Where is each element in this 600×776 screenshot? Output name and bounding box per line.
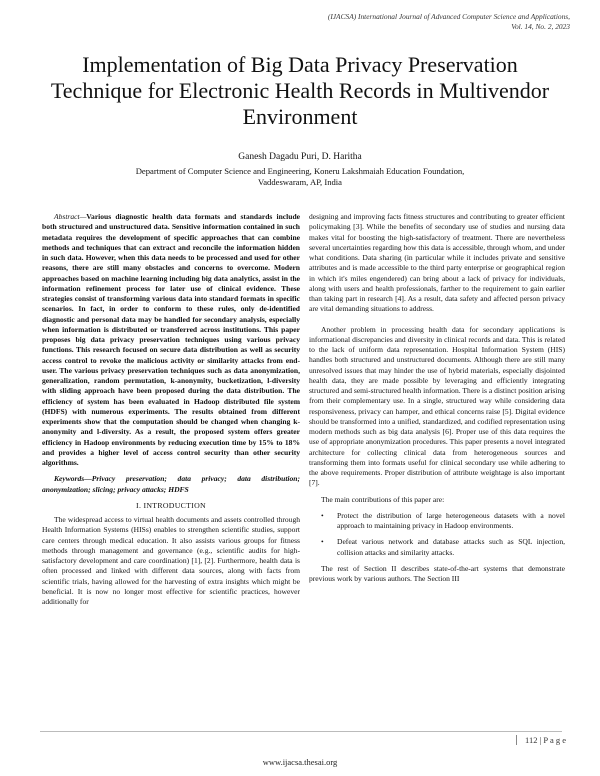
author-list: Ganesh Dagadu Puri, D. Haritha [238,152,362,162]
abstract [42,212,300,468]
footer-url[interactable]: www.ijacsa.thesai.org [262,757,338,767]
journal-volume: Vol. 14, No. 2, 2023 [511,22,570,31]
journal-name: (IJACSA) International Journal of Advanced Computer Science and Applications, [327,12,570,21]
abstract-lead: Abstract— [54,212,87,221]
paper-title: Implementation of Big Data Privacy Preservation Technique for Electronic Health Records in Multivendor Environment [50,52,550,129]
left-column [42,212,300,607]
keywords: Keywords—Privacy preservation; data privacy; data distribution; anonymization; slicing; privacy attacks; HDFS [42,474,300,494]
section-heading-introduction: I. INTRODUCTION [136,500,206,510]
abstract-text: Various diagnostic health data formats and standards include both structured and unstructured data. Sensitive information contained in such metadata requires the development of specific approaches that can combine methods and techniques that can extract and reconcile the information hidden in such data. However, when this data needs to be processed and used for other reasons, there are still many obstacles and concerns to overcome. Modern approaches based on machine learning including big data analytics, assist in the information refinement process for later use of clinical evidence. These strategies consist of transforming various data into standard formats in specific scenarios. In fact, in order to conform to these rules, only de-identified diagnostic and personal data may be handled for secondary analysis, especially when information is distributed or transferred across institutions. This paper proposes big data privacy preservation techniques using various privacy functions. This research focused on secure data distribution as well as security access control to revoke the malicious activity or similarity attacks from end-user. The various privacy preservation techniques such as data anonymization, generalization, random permutation, k-anonymity, bucketization, l-diversity with sliding approach have been proposed during the data distribution. The efficiency of system has been evaluated in Hadoop distributed file system (HDFS) with numerous experiments. The results obtained from different experiments show that the computation should be changed when changing k-anonymity and l-diversity. As a result, the proposed system offers greater efficiency in Hadoop environments by reducing execution time by 15% to 18% and provides a higher level of access control security than other security algorithms. [42,212,300,467]
contributions-list [309,511,565,558]
list-item [309,537,565,558]
page-number: 112 | P a g e [516,735,566,745]
body-paragraph-2: Another problem in processing health data for secondary applications is informational discrepancies and diversity in clinical records and data. This is related to the lack of uniform data representation. Hospital Information System (HIS) handles both structured and unstructured documents. Although there are still many unresolved issues that may hinder the use of hybrid materials, especially disjointed health data, they are made possible by leveraging and efficiently integrating structured and semi-structured health information. There is a distinct position arising from their complementary use. In a single, structured way while considering data responsiveness, privacy can hamper, and ethical concerns raise [5]. Digital evidence should be transformed into a unified, standardized, and codified representation using modern methods such as big data analysis [6]. Proper use of this data requires the use of appropriate anonymization procedures. This paper presents a novel integrated architecture for collecting clinical data from heterogeneous sources and transforming them into formats useful for clinical secondary use while adhering to the above requirements. Proper distribution of attribute weightage is also important [7]. [309,324,565,488]
list-item-text: Protect the distribution of large heterogeneous datasets with a novel approach to maintaining privacy in Hadoop environments. [337,510,565,530]
affiliation [40,166,560,188]
contributions-intro: The main contributions of this paper are: [321,494,445,504]
bullet-icon: • [321,510,324,520]
right-column [309,212,565,584]
affiliation-line-2: Vaddeswaram, AP, India [257,177,342,187]
intro-paragraph: The widespread access to virtual health documents and assets controlled through Health Information Systems (HISs) enables to strengthen scientific studies, support care centers through medical education. It also assists various groups for fitness methods through management and governance (e.g., scientific audits for high-satisfactory development and care coordination) [1], [2]. Furthermore, health data is often processed and linked with different data sources, along with facts from scientific trials, having allowed for the harvesting of extra insights which might be beneficial. It is now no longer most effective for scientific practices, however additionally for [42,515,300,606]
list-item-text: Defeat various network and database attacks such as SQL injection, collision attacks and similarity attacks. [337,537,565,557]
body-paragraph-3: The rest of Section II describes state-of-the-art systems that demonstrate previous work by various authors. The Section III [309,563,565,583]
body-paragraph-1: designing and improving facts fitness structures and contributing to greater efficient policymaking [3]. While the benefits of secondary use of studies and nursing data makes vital for boosting the high-satisfactory of treatment. There are nevertheless several uncertainties regarding how this data is accessible, through whom, and under what conditions. Data sharing (in particular while it includes private and sensitive attributes and is made accessible to the third party enterprise or geographical region in which it's miles engendered) can bring about a lack of privacy for individuals, along with users and health professionals, farther to the requirement to gain earlier than taking part in research [4]. As a result, data safety and affected person privacy are vital demanding situations to address. [309,212,565,314]
footer-divider [40,731,562,732]
affiliation-line-1: Department of Computer Science and Engineering, Koneru Lakshmaiah Education Foundation, [135,166,465,176]
list-item [309,511,565,532]
bullet-icon: • [321,537,324,547]
journal-header [170,12,570,32]
